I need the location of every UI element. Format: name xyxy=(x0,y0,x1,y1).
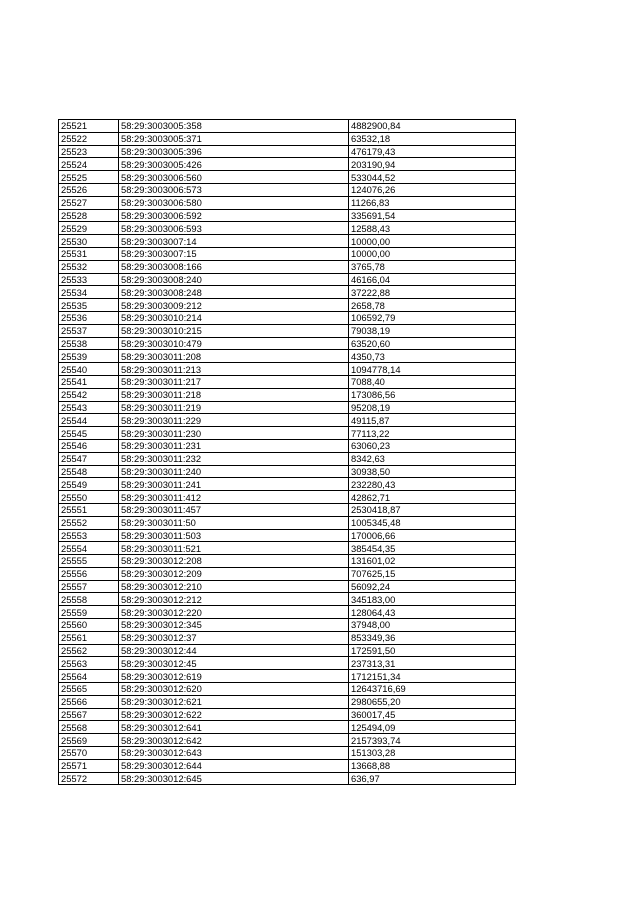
value-cell: 3765,78 xyxy=(349,260,516,273)
value-cell: 1005345,48 xyxy=(349,516,516,529)
row-number-cell: 25547 xyxy=(59,452,119,465)
cadastral-number-cell: 58:29:3003012:644 xyxy=(119,759,349,772)
value-cell: 63060,23 xyxy=(349,439,516,452)
table-row xyxy=(59,388,516,401)
value-cell: 2157393,74 xyxy=(349,734,516,747)
value-cell: 237313,31 xyxy=(349,657,516,670)
row-number-cell: 25535 xyxy=(59,299,119,312)
cadastral-number-cell: 58:29:3003012:643 xyxy=(119,747,349,760)
value-cell: 12588,43 xyxy=(349,222,516,235)
row-number-cell: 25566 xyxy=(59,695,119,708)
value-cell: 30938,50 xyxy=(349,465,516,478)
table-row xyxy=(59,478,516,491)
cadastral-number-cell: 58:29:3003011:213 xyxy=(119,363,349,376)
table-row xyxy=(59,567,516,580)
table-row xyxy=(59,542,516,555)
cadastral-number-cell: 58:29:3003012:208 xyxy=(119,555,349,568)
table-row xyxy=(59,171,516,184)
row-number-cell: 25532 xyxy=(59,260,119,273)
row-number-cell: 25572 xyxy=(59,772,119,785)
row-number-cell: 25557 xyxy=(59,580,119,593)
table-row xyxy=(59,670,516,683)
table-row xyxy=(59,695,516,708)
row-number-cell: 25565 xyxy=(59,683,119,696)
table-row xyxy=(59,644,516,657)
data-table xyxy=(58,119,516,785)
cadastral-number-cell: 58:29:3003006:592 xyxy=(119,209,349,222)
cadastral-number-cell: 58:29:3003011:240 xyxy=(119,465,349,478)
table-row xyxy=(59,401,516,414)
table-row xyxy=(59,235,516,248)
value-cell: 2980655,20 xyxy=(349,695,516,708)
table-row xyxy=(59,414,516,427)
table-row xyxy=(59,209,516,222)
value-cell: 106592,79 xyxy=(349,311,516,324)
table-row xyxy=(59,465,516,478)
cadastral-number-cell: 58:29:3003009:212 xyxy=(119,299,349,312)
table-row xyxy=(59,158,516,171)
table-row xyxy=(59,721,516,734)
table-row xyxy=(59,619,516,632)
row-number-cell: 25554 xyxy=(59,542,119,555)
value-cell: 10000,00 xyxy=(349,235,516,248)
row-number-cell: 25560 xyxy=(59,619,119,632)
row-number-cell: 25571 xyxy=(59,759,119,772)
value-cell: 56092,24 xyxy=(349,580,516,593)
value-cell: 173086,56 xyxy=(349,388,516,401)
table-row xyxy=(59,606,516,619)
table-row xyxy=(59,247,516,260)
cadastral-number-cell: 58:29:3003012:45 xyxy=(119,657,349,670)
row-number-cell: 25534 xyxy=(59,286,119,299)
table-row xyxy=(59,427,516,440)
value-cell: 1094778,14 xyxy=(349,363,516,376)
cadastral-number-cell: 58:29:3003008:248 xyxy=(119,286,349,299)
table-row xyxy=(59,350,516,363)
table-row xyxy=(59,260,516,273)
value-cell: 37948,00 xyxy=(349,619,516,632)
value-cell: 42862,71 xyxy=(349,491,516,504)
value-cell: 46166,04 xyxy=(349,273,516,286)
value-cell: 8342,63 xyxy=(349,452,516,465)
table-row xyxy=(59,708,516,721)
row-number-cell: 25524 xyxy=(59,158,119,171)
cadastral-number-cell: 58:29:3003012:642 xyxy=(119,734,349,747)
cadastral-number-cell: 58:29:3003006:580 xyxy=(119,196,349,209)
cadastral-number-cell: 58:29:3003012:212 xyxy=(119,593,349,606)
table-row xyxy=(59,734,516,747)
cadastral-number-cell: 58:29:3003006:560 xyxy=(119,171,349,184)
value-cell: 2658,78 xyxy=(349,299,516,312)
table-row xyxy=(59,183,516,196)
table-row xyxy=(59,439,516,452)
cadastral-number-cell: 58:29:3003012:641 xyxy=(119,721,349,734)
row-number-cell: 25545 xyxy=(59,427,119,440)
row-number-cell: 25562 xyxy=(59,644,119,657)
row-number-cell: 25569 xyxy=(59,734,119,747)
row-number-cell: 25546 xyxy=(59,439,119,452)
value-cell: 131601,02 xyxy=(349,555,516,568)
value-cell: 49115,87 xyxy=(349,414,516,427)
value-cell: 476179,43 xyxy=(349,145,516,158)
cadastral-number-cell: 58:29:3003005:396 xyxy=(119,145,349,158)
row-number-cell: 25538 xyxy=(59,337,119,350)
table-row xyxy=(59,491,516,504)
row-number-cell: 25559 xyxy=(59,606,119,619)
row-number-cell: 25528 xyxy=(59,209,119,222)
cadastral-number-cell: 58:29:3003012:209 xyxy=(119,567,349,580)
value-cell: 79038,19 xyxy=(349,324,516,337)
table-row xyxy=(59,363,516,376)
row-number-cell: 25567 xyxy=(59,708,119,721)
value-cell: 853349,36 xyxy=(349,631,516,644)
row-number-cell: 25521 xyxy=(59,120,119,133)
row-number-cell: 25526 xyxy=(59,183,119,196)
value-cell: 13668,88 xyxy=(349,759,516,772)
table-row xyxy=(59,311,516,324)
row-number-cell: 25530 xyxy=(59,235,119,248)
cadastral-number-cell: 58:29:3003010:215 xyxy=(119,324,349,337)
cadastral-number-cell: 58:29:3003011:218 xyxy=(119,388,349,401)
table-row xyxy=(59,631,516,644)
value-cell: 232280,43 xyxy=(349,478,516,491)
cadastral-number-cell: 58:29:3003005:371 xyxy=(119,132,349,145)
value-cell: 37222,88 xyxy=(349,286,516,299)
cadastral-number-cell: 58:29:3003012:345 xyxy=(119,619,349,632)
cadastral-number-cell: 58:29:3003012:44 xyxy=(119,644,349,657)
value-cell: 636,97 xyxy=(349,772,516,785)
table-body xyxy=(59,120,516,785)
table-row xyxy=(59,555,516,568)
table-row xyxy=(59,375,516,388)
row-number-cell: 25552 xyxy=(59,516,119,529)
cadastral-number-cell: 58:29:3003012:622 xyxy=(119,708,349,721)
value-cell: 533044,52 xyxy=(349,171,516,184)
cadastral-number-cell: 58:29:3003012:37 xyxy=(119,631,349,644)
table-row xyxy=(59,772,516,785)
value-cell: 125494,09 xyxy=(349,721,516,734)
table-row xyxy=(59,145,516,158)
value-cell: 385454,35 xyxy=(349,542,516,555)
value-cell: 345183,00 xyxy=(349,593,516,606)
row-number-cell: 25550 xyxy=(59,491,119,504)
value-cell: 63520,60 xyxy=(349,337,516,350)
row-number-cell: 25570 xyxy=(59,747,119,760)
cadastral-number-cell: 58:29:3003012:645 xyxy=(119,772,349,785)
cadastral-number-cell: 58:29:3003011:241 xyxy=(119,478,349,491)
cadastral-number-cell: 58:29:3003011:208 xyxy=(119,350,349,363)
cadastral-number-cell: 58:29:3003008:240 xyxy=(119,273,349,286)
row-number-cell: 25564 xyxy=(59,670,119,683)
cadastral-number-cell: 58:29:3003011:457 xyxy=(119,503,349,516)
row-number-cell: 25551 xyxy=(59,503,119,516)
table-row xyxy=(59,337,516,350)
value-cell: 124076,26 xyxy=(349,183,516,196)
table-row xyxy=(59,747,516,760)
row-number-cell: 25555 xyxy=(59,555,119,568)
value-cell: 172591,50 xyxy=(349,644,516,657)
row-number-cell: 25529 xyxy=(59,222,119,235)
row-number-cell: 25531 xyxy=(59,247,119,260)
table-row xyxy=(59,516,516,529)
table-row xyxy=(59,299,516,312)
table-row xyxy=(59,529,516,542)
value-cell: 707625,15 xyxy=(349,567,516,580)
value-cell: 2530418,87 xyxy=(349,503,516,516)
table-row xyxy=(59,657,516,670)
row-number-cell: 25536 xyxy=(59,311,119,324)
value-cell: 151303,28 xyxy=(349,747,516,760)
cadastral-number-cell: 58:29:3003011:521 xyxy=(119,542,349,555)
row-number-cell: 25541 xyxy=(59,375,119,388)
row-number-cell: 25540 xyxy=(59,363,119,376)
value-cell: 335691,54 xyxy=(349,209,516,222)
value-cell: 7088,40 xyxy=(349,375,516,388)
table-row xyxy=(59,222,516,235)
row-number-cell: 25558 xyxy=(59,593,119,606)
cadastral-number-cell: 58:29:3003010:479 xyxy=(119,337,349,350)
table-row xyxy=(59,273,516,286)
row-number-cell: 25548 xyxy=(59,465,119,478)
row-number-cell: 25525 xyxy=(59,171,119,184)
row-number-cell: 25549 xyxy=(59,478,119,491)
row-number-cell: 25533 xyxy=(59,273,119,286)
value-cell: 203190,94 xyxy=(349,158,516,171)
cadastral-number-cell: 58:29:3003011:232 xyxy=(119,452,349,465)
value-cell: 360017,45 xyxy=(349,708,516,721)
row-number-cell: 25522 xyxy=(59,132,119,145)
cadastral-number-cell: 58:29:3003007:15 xyxy=(119,247,349,260)
table-row xyxy=(59,759,516,772)
cadastral-number-cell: 58:29:3003012:220 xyxy=(119,606,349,619)
row-number-cell: 25568 xyxy=(59,721,119,734)
cadastral-number-cell: 58:29:3003012:621 xyxy=(119,695,349,708)
row-number-cell: 25542 xyxy=(59,388,119,401)
value-cell: 63532,18 xyxy=(349,132,516,145)
table-row xyxy=(59,286,516,299)
value-cell: 170006,66 xyxy=(349,529,516,542)
row-number-cell: 25527 xyxy=(59,196,119,209)
value-cell: 4882900,84 xyxy=(349,120,516,133)
cadastral-number-cell: 58:29:3003011:230 xyxy=(119,427,349,440)
cadastral-number-cell: 58:29:3003011:231 xyxy=(119,439,349,452)
value-cell: 12643716,69 xyxy=(349,683,516,696)
table-row xyxy=(59,580,516,593)
cadastral-number-cell: 58:29:3003012:619 xyxy=(119,670,349,683)
table-row xyxy=(59,593,516,606)
row-number-cell: 25556 xyxy=(59,567,119,580)
cadastral-number-cell: 58:29:3003011:229 xyxy=(119,414,349,427)
cadastral-number-cell: 58:29:3003005:426 xyxy=(119,158,349,171)
row-number-cell: 25563 xyxy=(59,657,119,670)
cadastral-number-cell: 58:29:3003011:503 xyxy=(119,529,349,542)
cadastral-number-cell: 58:29:3003012:210 xyxy=(119,580,349,593)
row-number-cell: 25561 xyxy=(59,631,119,644)
value-cell: 10000,00 xyxy=(349,247,516,260)
value-cell: 1712151,34 xyxy=(349,670,516,683)
table-row xyxy=(59,120,516,133)
cadastral-number-cell: 58:29:3003011:50 xyxy=(119,516,349,529)
value-cell: 4350,73 xyxy=(349,350,516,363)
table-row xyxy=(59,452,516,465)
table-row xyxy=(59,324,516,337)
cadastral-number-cell: 58:29:3003011:412 xyxy=(119,491,349,504)
table-row xyxy=(59,196,516,209)
table-row xyxy=(59,683,516,696)
cadastral-number-cell: 58:29:3003006:573 xyxy=(119,183,349,196)
value-cell: 11266,83 xyxy=(349,196,516,209)
value-cell: 77113,22 xyxy=(349,427,516,440)
row-number-cell: 25543 xyxy=(59,401,119,414)
cadastral-number-cell: 58:29:3003005:358 xyxy=(119,120,349,133)
row-number-cell: 25553 xyxy=(59,529,119,542)
row-number-cell: 25544 xyxy=(59,414,119,427)
cadastral-number-cell: 58:29:3003007:14 xyxy=(119,235,349,248)
cadastral-number-cell: 58:29:3003010:214 xyxy=(119,311,349,324)
value-cell: 95208,19 xyxy=(349,401,516,414)
row-number-cell: 25539 xyxy=(59,350,119,363)
table-row xyxy=(59,503,516,516)
value-cell: 128064,43 xyxy=(349,606,516,619)
row-number-cell: 25537 xyxy=(59,324,119,337)
cadastral-number-cell: 58:29:3003011:217 xyxy=(119,375,349,388)
table-row xyxy=(59,132,516,145)
cadastral-number-cell: 58:29:3003011:219 xyxy=(119,401,349,414)
cadastral-number-cell: 58:29:3003006:593 xyxy=(119,222,349,235)
cadastral-number-cell: 58:29:3003008:166 xyxy=(119,260,349,273)
row-number-cell: 25523 xyxy=(59,145,119,158)
cadastral-number-cell: 58:29:3003012:620 xyxy=(119,683,349,696)
